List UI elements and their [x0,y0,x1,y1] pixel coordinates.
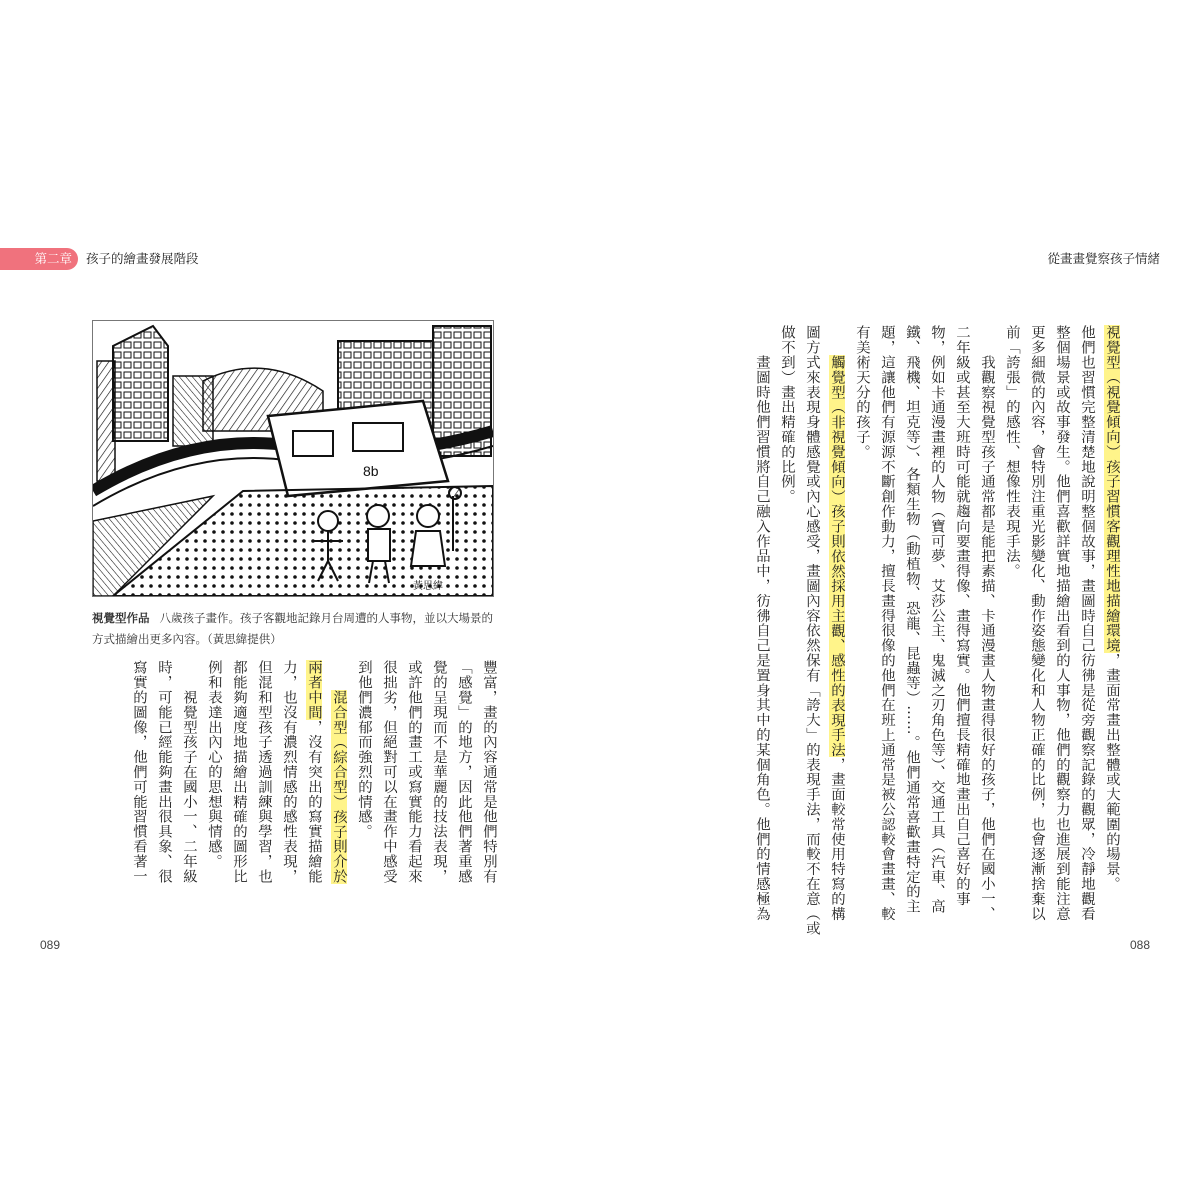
text-column: 圖方式來表現身體感覺或內心感受，畫圖內容依然保有「誇大」的表現手法，而較不在意（或 [804,325,820,936]
text-column: 畫圖時他們習慣將自己融入作品中，彷彿自己是置身其中的某個角色。他們的情感極為 [754,325,770,921]
highlight-phrase: 視覺型（視覺傾向）孩子習慣客觀理性地描繪環境 [1104,325,1120,653]
text-column: 前「誇張」的感性、想像性表現手法。 [1004,325,1020,579]
page-number-left: 089 [40,938,61,952]
text-column: 他們也習慣完整清楚地說明整個故事，畫圖時自己彷彿是從旁觀察記錄的觀眾，冷靜地觀看 [1079,325,1095,921]
text-column: 例和表達出內心的思想與情感。 [206,660,222,869]
text-column: 物，例如卡通漫畫裡的人物（寶可夢、艾莎公主、鬼滅之刃角色等）、交通工具（汽車、高 [929,325,945,914]
highlight-phrase: 觸覺型（非視覺傾向）孩子則依然採用主觀、感性的表現手法 [829,354,845,758]
highlight-mixed-type: 混合型（綜合型）孩子則介於 [331,689,347,884]
image-caption [92,608,494,650]
text-column: 「感覺」的地方，因此他們著重感 [456,660,472,884]
text-column: 寫實的圖像，他們可能習慣看著一 [131,660,147,884]
chapter-title: 孩子的繪畫發展階段 [86,251,199,266]
text-column: 力，也沒有濃烈情感的感性表現， [281,660,297,884]
text-column: 時，可能已經能夠畫出很具象、很 [156,660,172,884]
text-column: 更多細微的內容，會特別注重光影變化、動作姿態變化和人物正確的比例，也會逐漸捨棄以 [1029,325,1045,921]
text-column: 整個場景或故事發生。他們喜歡詳實地描繪出看到的人事物，他們的觀察力也進展到能注意 [1054,325,1070,921]
text-column: 有美術天分的孩子。 [854,325,870,460]
highlight-between: 兩者中間 [306,660,322,720]
caption-text: 八歲孩子畫作。孩子客觀地記錄月台周遭的人事物，並以大場景的方式描繪出更多內容。（黃思緯提供） [92,611,493,646]
text-column: 二年級或甚至大班時可能就趨向要畫得像、畫得寫實。他們擅長精確地畫出自己喜好的事 [954,325,970,907]
text-column: 很拙劣，但絕對可以在畫作中感受 [381,660,397,884]
text-column: 兩者中間，沒有突出的寫實描繪能 [306,660,322,884]
caption-label: 視覺型作品 [92,611,150,625]
text-column-highlighted: 視覺型（視覺傾向）孩子習慣客觀理性地描繪環境，畫面常畫出整體或大範圍的場景。 [1104,325,1120,892]
text-column: 做不到）畫出精確的比例。 [779,325,795,504]
text-column: 我觀察視覺型孩子通常都是能把素描、卡通漫畫人物畫得很好的孩子，他們在國小一、 [979,325,995,921]
right-page-body [712,325,1124,936]
text-column: 覺的呈現而不是華麗的技法表現， [431,660,447,884]
text-column-highlighted [326,660,351,900]
chapter-tag: 第二章 [0,248,78,270]
text-column: 都能夠適度地描繪出精確的圖形比 [231,660,247,884]
drawing-illustration [93,321,493,596]
text-column: 視覺型孩子在國小一、二年級 [181,660,197,884]
text-column: 或許他們的畫工或寫實能力看起來 [406,660,422,884]
page-number-right: 088 [1130,938,1151,952]
right-page-title: 從畫畫覺察孩子情緒 [1047,251,1160,266]
left-page-body [99,660,501,900]
text-column: 豐富，畫的內容通常是他們特別有 [481,660,497,884]
text-column: 到他們濃郁而強烈的情感。 [356,660,372,839]
drawing-signature: 黃思緯 [413,581,443,592]
text-column: 鐵、飛機、坦克等）、各類生物（動植物、恐龍、昆蟲等）……。他們通常喜歡畫特定的主 [904,325,920,914]
text-column-highlighted: 觸覺型（非視覺傾向）孩子則依然採用主觀、感性的表現手法，畫面較常使用特寫的構 [829,354,845,922]
svg-text:8b: 8b [363,463,379,479]
text-column: 題，這讓他們有源源不斷創作動力，擅長畫得很像的他們在班上通常是被公認較會畫畫、較 [879,325,895,921]
text-column: 但混和型孩子透過訓練與學習，也 [256,660,272,884]
child-drawing-image [92,320,494,597]
